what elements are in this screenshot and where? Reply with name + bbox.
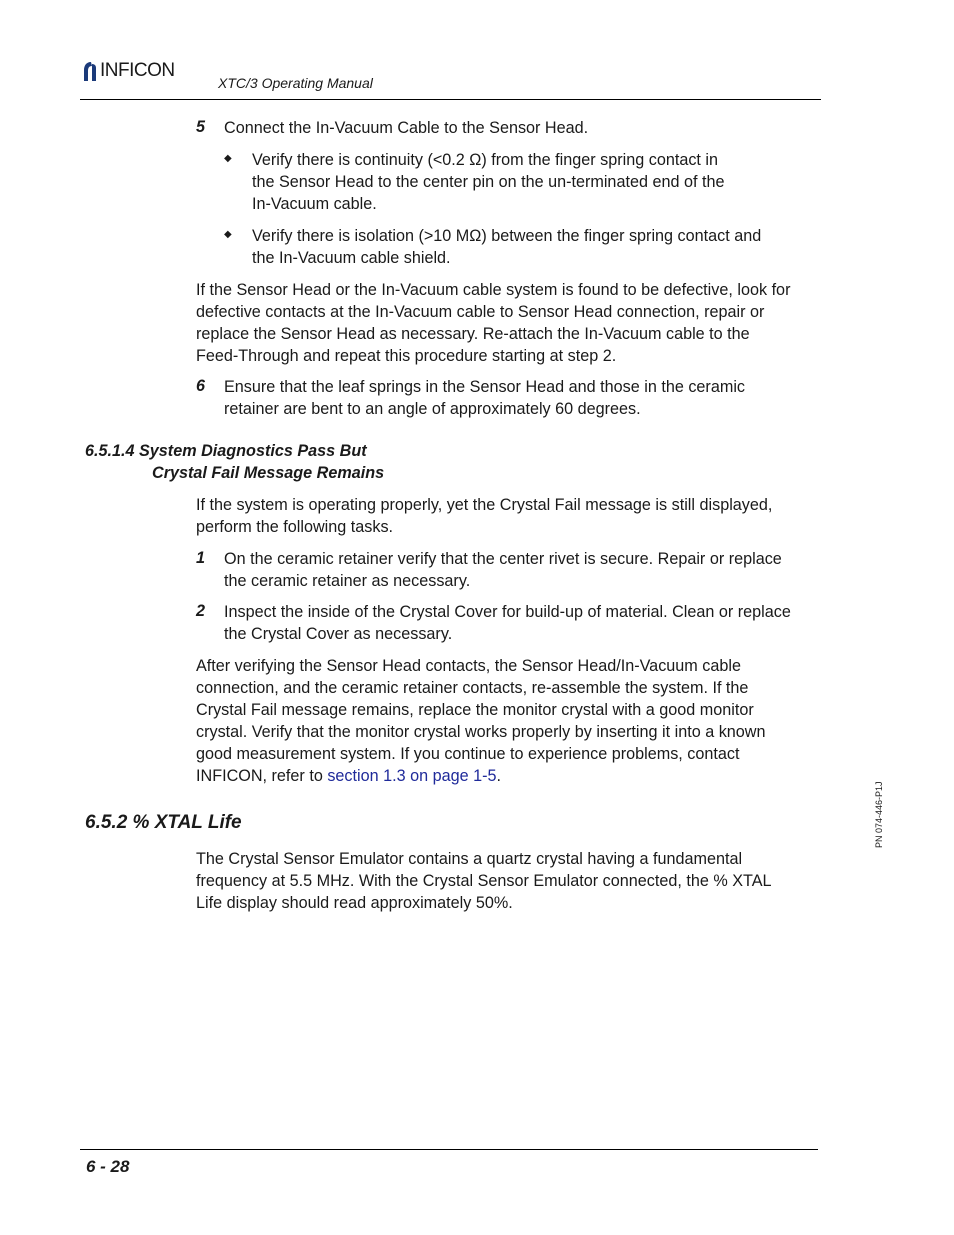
step-number: 5	[196, 118, 206, 136]
logo-text: INFICON	[100, 60, 175, 81]
bullet-icon: ◆	[224, 153, 232, 164]
section-link[interactable]: section 1.3 on page 1-5	[327, 767, 497, 785]
paragraph-line: good measurement system. If you continue to experience problems, contact	[196, 745, 740, 763]
bullet-line: Verify there is continuity (<0.2 Ω) from the finger spring contact in	[252, 151, 719, 169]
step-line: Ensure that the leaf springs in the Sensor Head and those in the ceramic	[224, 378, 746, 396]
bullet-icon: ◆	[224, 229, 232, 240]
paragraph-line: If the system is operating properly, yet the Crystal Fail message is still displayed,	[196, 496, 773, 514]
document-title: XTC/3 Operating Manual	[218, 75, 373, 91]
inficon-logo-mark-icon	[82, 60, 98, 82]
step-line: Inspect the inside of the Crystal Cover for build-up of material. Clean or replace	[224, 603, 791, 621]
bullet-item	[252, 149, 724, 215]
section-heading: 6.5.2 % XTAL Life	[85, 812, 242, 833]
inficon-logo	[82, 60, 175, 82]
paragraph-line: frequency at 5.5 MHz. With the Crystal Sensor Emulator connected, the % XTAL	[196, 872, 772, 890]
bullet-line: Verify there is isolation (>10 MΩ) between the finger spring contact and	[252, 227, 762, 245]
step-line: retainer are bent to an angle of approximately 60 degrees.	[224, 400, 641, 418]
paragraph-line: connection, and the ceramic retainer contacts, re-assemble the system. If the	[196, 679, 749, 697]
part-number: PN 074-446-P1J	[874, 781, 884, 848]
header-rule	[80, 99, 821, 100]
paragraph-line: crystal. Verify that the monitor crystal works properly by inserting it into a known	[196, 723, 766, 741]
paragraph-line: The Crystal Sensor Emulator contains a quartz crystal having a fundamental	[196, 850, 743, 868]
step-line: the ceramic retainer as necessary.	[224, 572, 471, 590]
paragraph-line-with-link	[196, 765, 766, 787]
section-heading-line1: 6.5.1.4 System Diagnostics Pass But	[85, 442, 367, 460]
paragraph-line: After verifying the Sensor Head contacts, the Sensor Head/In-Vacuum cable	[196, 657, 741, 675]
paragraph	[196, 494, 772, 538]
page-number: 6 - 28	[86, 1157, 130, 1176]
step-number: 2	[196, 602, 206, 620]
paragraph-line: If the Sensor Head or the In-Vacuum cable system is found to be defective, look for	[196, 281, 791, 299]
step-line: On the ceramic retainer verify that the center rivet is secure. Repair or replace	[224, 550, 782, 568]
bullet-item	[252, 225, 761, 269]
step-text: Connect the In-Vacuum Cable to the Sensor Head.	[224, 119, 589, 137]
paragraph-line: Feed-Through and repeat this procedure starting at step 2.	[196, 347, 617, 365]
paragraph-line: perform the following tasks.	[196, 518, 394, 536]
footer-rule	[80, 1149, 818, 1150]
link-prefix: INFICON, refer to	[196, 767, 328, 785]
paragraph	[196, 279, 790, 367]
step-text	[224, 548, 782, 592]
paragraph-line: Life display should read approximately 50%.	[196, 894, 513, 912]
paragraph-line: replace the Sensor Head as necessary. Re-attach the In-Vacuum cable to the	[196, 325, 750, 343]
link-suffix: .	[496, 767, 502, 785]
paragraph-line: Crystal Fail message remains, replace the monitor crystal with a good monitor	[196, 701, 754, 719]
bullet-line: the In-Vacuum cable shield.	[252, 249, 451, 267]
step-number: 6	[196, 377, 206, 395]
paragraph	[196, 848, 772, 914]
bullet-line: In-Vacuum cable.	[252, 195, 377, 213]
paragraph	[196, 655, 766, 787]
paragraph-line: defective contacts at the In-Vacuum cable to Sensor Head connection, repair or	[196, 303, 765, 321]
step-text	[224, 376, 745, 420]
section-heading-line2: Crystal Fail Message Remains	[152, 464, 385, 482]
step-number: 1	[196, 549, 206, 567]
step-line: the Crystal Cover as necessary.	[224, 625, 453, 643]
step-text	[224, 601, 791, 645]
bullet-line: the Sensor Head to the center pin on the un-terminated end of the	[252, 173, 725, 191]
